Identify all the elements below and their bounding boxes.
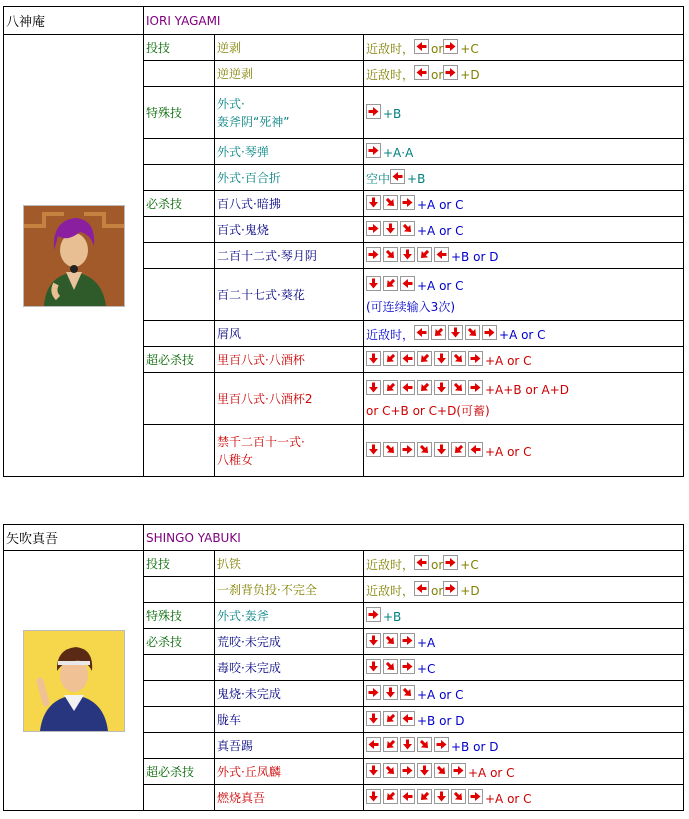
arrow-down-right-icon (383, 659, 398, 674)
move-category (144, 139, 215, 165)
command-text: 近敌时， (366, 42, 415, 56)
command-text: or (431, 584, 444, 598)
move-command (364, 269, 684, 321)
command-text: +A or C (468, 766, 515, 780)
move-table-iori (3, 6, 684, 477)
command-line (366, 141, 681, 162)
command-line (366, 219, 681, 240)
command-text: 空中 (366, 172, 391, 186)
move-name-line: 屑风 (217, 326, 242, 341)
command-line (366, 709, 681, 730)
command-line (366, 579, 681, 600)
move-name (215, 425, 364, 477)
arrow-down-icon (434, 380, 449, 395)
portrait-cell (4, 551, 144, 811)
arrow-right-icon (443, 555, 458, 570)
arrow-left-icon (400, 351, 415, 366)
move-command (364, 551, 684, 577)
move-name-line: 百二十七式·葵花 (217, 287, 305, 302)
arrow-left-icon (468, 442, 483, 457)
character-name-en: IORI YAGAMI (144, 7, 684, 35)
move-name-line: 八稚女 (217, 452, 254, 467)
arrow-down-icon (448, 325, 463, 340)
arrow-right-icon (366, 685, 381, 700)
move-name (215, 243, 364, 269)
arrow-down-left-icon (417, 247, 432, 262)
arrow-right-icon (400, 195, 415, 210)
command-text: +B or D (417, 714, 465, 728)
command-text: +A or C (417, 224, 464, 238)
arrow-down-icon (366, 195, 381, 210)
move-name-line: 燃烧真吾 (217, 790, 266, 805)
arrow-down-icon (434, 442, 449, 457)
arrow-left-icon (414, 555, 429, 570)
move-name-line: 轰斧阴“死神” (217, 114, 290, 129)
move-name (215, 139, 364, 165)
command-line (366, 63, 681, 84)
command-text: +B (383, 610, 402, 624)
arrow-down-left-icon (383, 737, 398, 752)
move-command (364, 87, 684, 139)
arrow-down-right-icon (451, 351, 466, 366)
move-command (364, 681, 684, 707)
move-category: 必杀技 (144, 191, 215, 217)
move-category: 特殊技 (144, 603, 215, 629)
portrait-cell (4, 35, 144, 477)
command-text: +B (383, 107, 402, 121)
arrow-right-icon (366, 104, 381, 119)
arrow-left-icon (390, 169, 405, 184)
command-line (366, 553, 681, 574)
command-text: +A or C (485, 445, 532, 459)
move-command (364, 165, 684, 191)
move-category (144, 707, 215, 733)
arrow-left-icon (400, 380, 415, 395)
arrow-down-right-icon (383, 247, 398, 262)
command-line (366, 683, 681, 704)
move-name-line: 外式·丘凤麟 (217, 764, 281, 779)
arrow-down-icon (366, 351, 381, 366)
move-name (215, 35, 364, 61)
arrow-down-left-icon (383, 276, 398, 291)
command-line (366, 167, 681, 188)
move-command (364, 425, 684, 477)
move-category (144, 655, 215, 681)
arrow-down-icon (434, 351, 449, 366)
move-name (215, 87, 364, 139)
command-text: +B (407, 172, 426, 186)
command-text: +B or D (451, 740, 499, 754)
command-text: +C (460, 558, 479, 572)
arrow-right-icon (434, 737, 449, 752)
move-name-line: 外式·琴弹 (217, 144, 269, 159)
arrow-down-right-icon (383, 763, 398, 778)
command-line (366, 102, 681, 123)
move-table-shingo (3, 524, 684, 811)
command-line (366, 787, 681, 808)
move-category (144, 217, 215, 243)
arrow-down-icon (434, 789, 449, 804)
move-category: 投技 (144, 551, 215, 577)
command-line (366, 378, 681, 399)
command-text: 近敌时， (366, 584, 415, 598)
arrow-right-icon (366, 143, 381, 158)
move-name-line: 逆剥 (217, 40, 242, 55)
command-text: or (431, 42, 444, 56)
move-category (144, 373, 215, 425)
arrow-down-icon (383, 221, 398, 236)
move-name (215, 655, 364, 681)
move-name (215, 629, 364, 655)
arrow-down-icon (383, 685, 398, 700)
move-command (364, 139, 684, 165)
command-line (366, 295, 681, 316)
move-command (364, 733, 684, 759)
move-command (364, 35, 684, 61)
move-command (364, 603, 684, 629)
command-text: +D (460, 68, 480, 82)
command-text: +B or D (451, 250, 499, 264)
move-command (364, 347, 684, 373)
move-name-line: 逆逆剥 (217, 66, 254, 81)
move-category: 特殊技 (144, 87, 215, 139)
arrow-left-icon (414, 65, 429, 80)
move-row (4, 35, 684, 61)
arrow-right-icon (400, 763, 415, 778)
command-text: +A·A (383, 146, 414, 160)
arrow-down-icon (366, 789, 381, 804)
arrow-down-right-icon (400, 221, 415, 236)
move-command (364, 321, 684, 347)
arrow-right-icon (443, 581, 458, 596)
move-name (215, 347, 364, 373)
arrow-down-left-icon (383, 351, 398, 366)
move-name (215, 733, 364, 759)
arrow-down-icon (400, 247, 415, 262)
arrow-right-icon (400, 442, 415, 457)
arrow-down-left-icon (383, 789, 398, 804)
move-category (144, 577, 215, 603)
command-line (366, 631, 681, 652)
arrow-right-icon (468, 380, 483, 395)
move-name-line: 扒铁 (217, 556, 242, 571)
move-name (215, 707, 364, 733)
arrow-down-left-icon (417, 789, 432, 804)
move-name (215, 785, 364, 811)
command-line (366, 735, 681, 756)
arrow-down-right-icon (451, 789, 466, 804)
command-line (366, 605, 681, 626)
move-category (144, 785, 215, 811)
move-command (364, 191, 684, 217)
arrow-down-icon (366, 711, 381, 726)
arrow-right-icon (468, 351, 483, 366)
arrow-right-icon (468, 789, 483, 804)
arrow-down-left-icon (431, 325, 446, 340)
command-text: or (431, 558, 444, 572)
move-name-line: 二百十二式·琴月阴 (217, 248, 317, 263)
move-name-line: 百八式·暗拂 (217, 196, 281, 211)
move-name (215, 217, 364, 243)
move-command (364, 707, 684, 733)
arrow-down-icon (417, 763, 432, 778)
arrow-down-left-icon (417, 351, 432, 366)
arrow-down-right-icon (434, 763, 449, 778)
command-text: +A+B or A+D (485, 382, 569, 397)
move-name-line: 一刹背负投·不完全 (217, 582, 317, 597)
arrow-left-icon (400, 711, 415, 726)
move-name-line: 荒咬·未完成 (217, 634, 281, 649)
command-line (366, 323, 681, 344)
command-text: +A or C (417, 198, 464, 212)
move-category (144, 269, 215, 321)
move-name-line: 外式·百合折 (217, 170, 281, 185)
arrow-down-icon (366, 633, 381, 648)
arrow-down-left-icon (417, 380, 432, 395)
command-text: 近敌时， (366, 68, 415, 82)
arrow-down-icon (400, 737, 415, 752)
move-name (215, 191, 364, 217)
arrow-left-icon (414, 39, 429, 54)
arrow-down-right-icon (383, 633, 398, 648)
command-line (366, 440, 681, 461)
character-name-cn: 八神庵 (4, 7, 144, 35)
move-name (215, 373, 364, 425)
command-text: +A or C (499, 328, 546, 342)
arrow-left-icon (400, 276, 415, 291)
move-name (215, 269, 364, 321)
arrow-right-icon (366, 607, 381, 622)
move-category (144, 61, 215, 87)
command-line (366, 37, 681, 58)
command-text: +A (417, 636, 436, 650)
move-category (144, 165, 215, 191)
arrow-left-icon (414, 325, 429, 340)
move-command (364, 217, 684, 243)
arrow-down-icon (366, 659, 381, 674)
move-category: 超必杀技 (144, 759, 215, 785)
command-line (366, 657, 681, 678)
move-name (215, 759, 364, 785)
command-text: +A or C (417, 688, 464, 702)
arrow-down-right-icon (417, 442, 432, 457)
arrow-down-right-icon (383, 195, 398, 210)
command-text: +C (460, 42, 479, 56)
arrow-right-icon (443, 39, 458, 54)
move-category: 必杀技 (144, 629, 215, 655)
command-line (366, 399, 681, 420)
move-name-line: 里百八式·八酒杯2 (217, 391, 313, 406)
move-name-line: 胧车 (217, 712, 242, 727)
shingo-portrait (23, 630, 125, 732)
move-name (215, 603, 364, 629)
command-text: 近敌时， (366, 328, 415, 342)
move-command (364, 373, 684, 425)
command-line (366, 245, 681, 266)
arrow-right-icon (366, 221, 381, 236)
move-category (144, 321, 215, 347)
move-name-line: 外式· (217, 96, 245, 111)
move-command (364, 61, 684, 87)
arrow-down-right-icon (383, 442, 398, 457)
move-command (364, 243, 684, 269)
move-name-line: 里百八式·八酒杯 (217, 352, 305, 367)
move-command (364, 629, 684, 655)
move-category (144, 733, 215, 759)
arrow-left-icon (434, 247, 449, 262)
command-text: +C (417, 662, 436, 676)
arrow-down-icon (366, 763, 381, 778)
command-text: +D (460, 584, 480, 598)
move-category (144, 243, 215, 269)
command-text: or C+B or C+D(可蓄) (366, 403, 490, 418)
arrow-down-icon (366, 380, 381, 395)
move-name-line: 禁千二百十一式· (217, 434, 305, 449)
command-line (366, 761, 681, 782)
move-command (364, 785, 684, 811)
arrow-right-icon (451, 763, 466, 778)
arrow-down-right-icon (465, 325, 480, 340)
move-command (364, 577, 684, 603)
arrow-right-icon (400, 659, 415, 674)
arrow-down-left-icon (383, 711, 398, 726)
arrow-right-icon (443, 65, 458, 80)
arrow-left-icon (414, 581, 429, 596)
move-category (144, 681, 215, 707)
command-text: +A or C (485, 354, 532, 368)
move-category (144, 425, 215, 477)
command-text: or (431, 68, 444, 82)
move-name-line: 毒咬·未完成 (217, 660, 281, 675)
move-name (215, 551, 364, 577)
move-category: 投技 (144, 35, 215, 61)
move-name (215, 165, 364, 191)
move-name (215, 577, 364, 603)
arrow-left-icon (400, 789, 415, 804)
arrow-left-icon (366, 737, 381, 752)
arrow-down-icon (366, 442, 381, 457)
arrow-down-left-icon (451, 442, 466, 457)
command-text: (可连续输入3次) (366, 299, 455, 314)
arrow-down-right-icon (400, 685, 415, 700)
command-line (366, 193, 681, 214)
move-name (215, 321, 364, 347)
move-name-line: 真吾踢 (217, 738, 254, 753)
move-row (4, 551, 684, 577)
command-text: +A or C (417, 278, 464, 293)
character-name-en: SHINGO YABUKI (144, 525, 684, 551)
command-text: 近敌时， (366, 558, 415, 572)
arrow-right-icon (482, 325, 497, 340)
move-command (364, 655, 684, 681)
character-name-cn: 矢吹真吾 (4, 525, 144, 551)
move-name-line: 鬼烧·未完成 (217, 686, 281, 701)
arrow-right-icon (400, 633, 415, 648)
iori-portrait (23, 205, 125, 307)
command-text: +A or C (485, 792, 532, 806)
move-name-line: 百式·鬼烧 (217, 222, 269, 237)
arrow-right-icon (366, 247, 381, 262)
command-line (366, 274, 681, 295)
move-name (215, 681, 364, 707)
move-category: 超必杀技 (144, 347, 215, 373)
move-name-line: 外式·轰斧 (217, 608, 269, 623)
move-name (215, 61, 364, 87)
command-line (366, 349, 681, 370)
arrow-down-icon (366, 276, 381, 291)
move-command (364, 759, 684, 785)
arrow-down-right-icon (417, 737, 432, 752)
arrow-down-left-icon (383, 380, 398, 395)
arrow-down-right-icon (451, 380, 466, 395)
